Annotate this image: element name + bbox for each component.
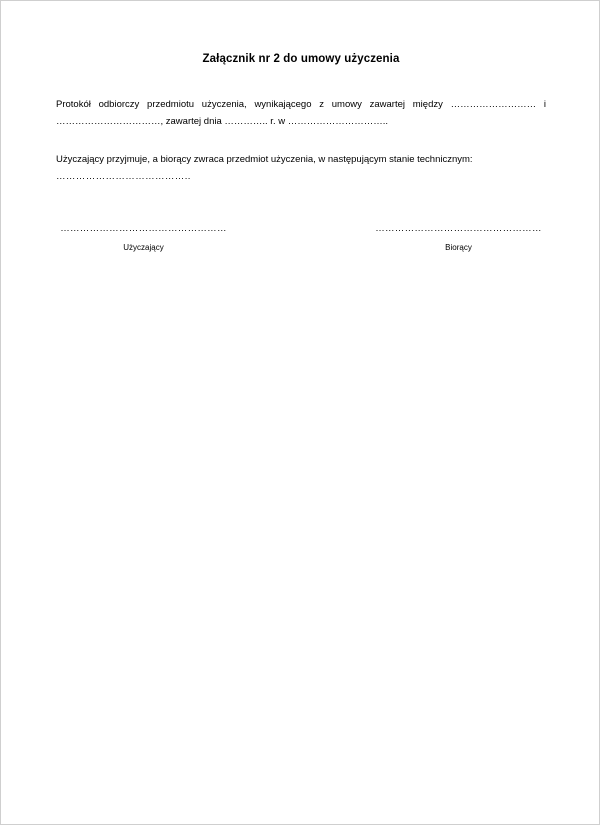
- signature-label: Biorący: [445, 243, 472, 253]
- signature-block-uzyczajacy: [56, 223, 231, 252]
- fill-in-dots-line: …………………………………..: [56, 170, 191, 182]
- signature-line: ……………………………………………: [60, 223, 227, 234]
- paragraph-protokol-odbiorczy: Protokół odbiorczy przedmiotu użyczenia, wynikającego z umowy zawartej między ……………………… i ……………………………, zawartej dnia ………….. r. w …………………………..: [56, 99, 546, 127]
- signature-label: Użyczający: [123, 243, 164, 253]
- document-body: [56, 1, 546, 184]
- signature-area: [56, 223, 546, 252]
- paragraph-stan-techniczny: Użyczający przyjmuje, a biorący zwraca przedmiot użyczenia, w następującym stanie technicznym:: [56, 154, 473, 166]
- signature-block-biorący: [371, 223, 546, 252]
- signature-line: ……………………………………………: [375, 223, 542, 234]
- page-title: Załącznik nr 2 do umowy użyczenia: [202, 53, 400, 65]
